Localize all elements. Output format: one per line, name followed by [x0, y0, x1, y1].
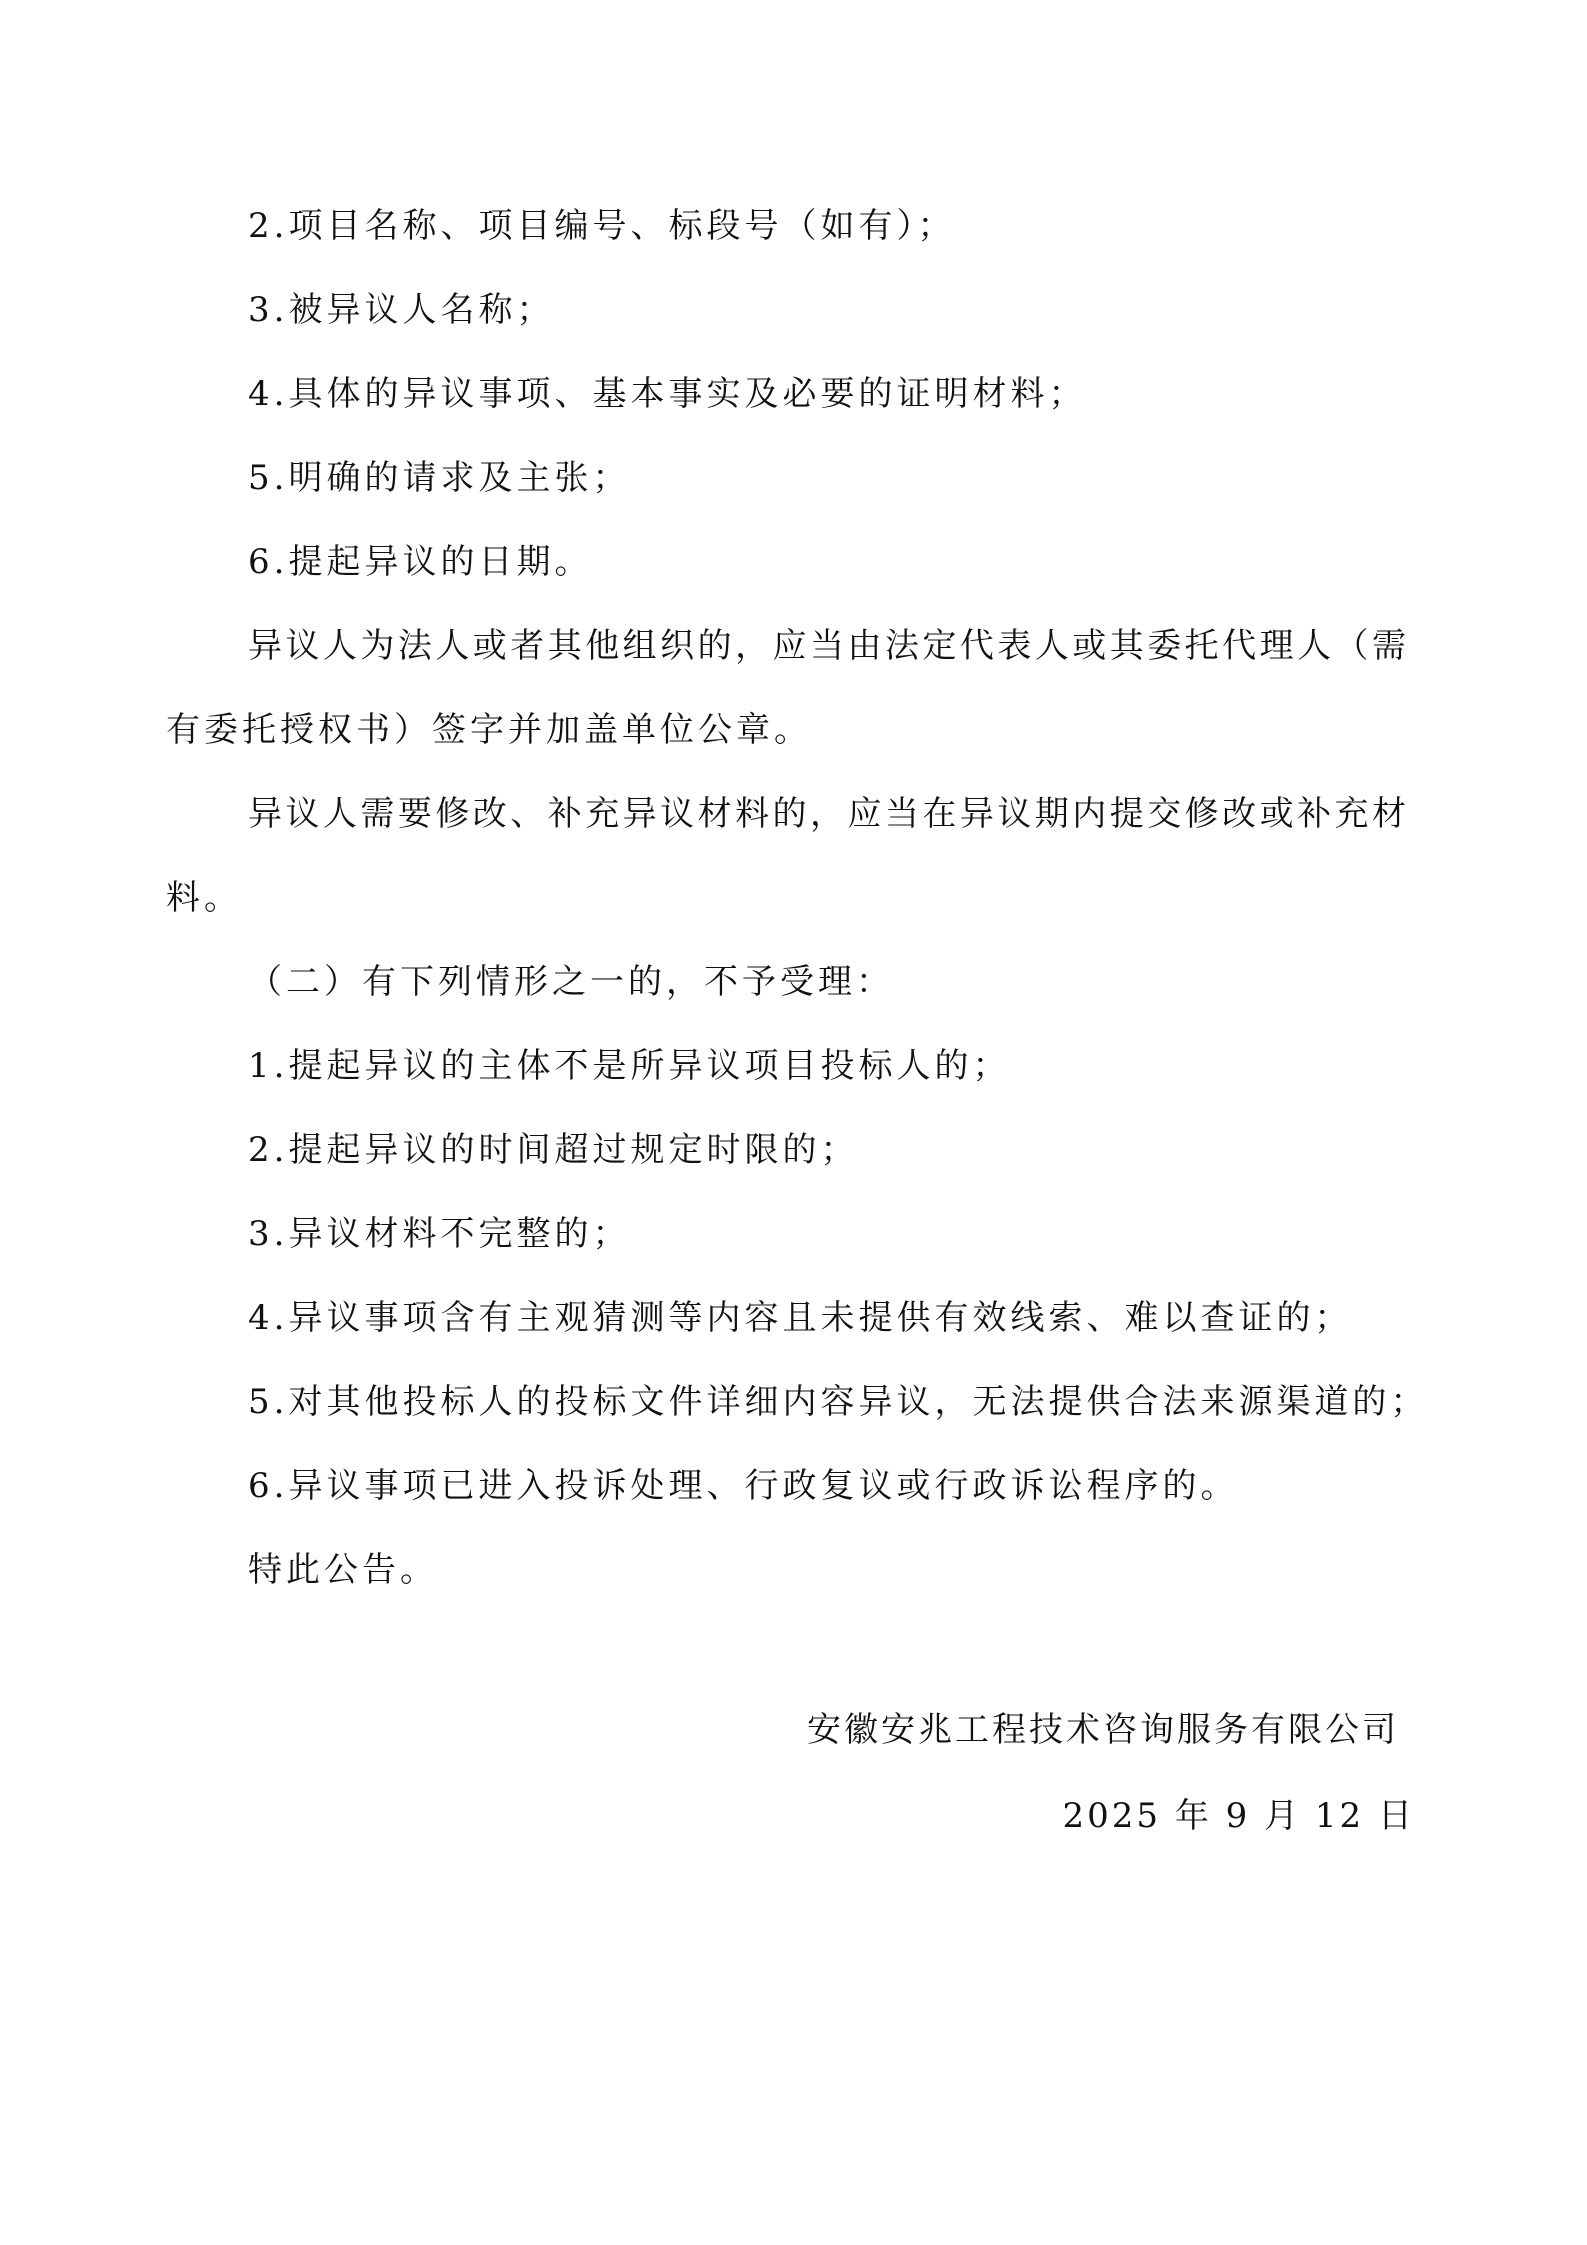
closing-text: 特此公告。 [248, 1550, 438, 1590]
rejection-item-1: 1.提起异议的主体不是所异议项目投标人的； [248, 1046, 1011, 1086]
requirement-item-5: 5.明确的请求及主张； [248, 458, 631, 498]
rejection-item-2: 2.提起异议的时间超过规定时限的； [248, 1130, 859, 1170]
rejection-item-5: 5.对其他投标人的投标文件详细内容异议，无法提供合法来源渠道的； [248, 1382, 1429, 1422]
rejection-heading: （二）有下列情形之一的，不予受理： [248, 962, 894, 1002]
requirement-item-2: 2.项目名称、项目编号、标段号（如有）； [248, 206, 956, 246]
requirement-item-3: 3.被异议人名称； [248, 290, 555, 330]
requirement-item-6: 6.提起异议的日期。 [248, 542, 593, 582]
modification-paragraph-line-2: 料。 [166, 878, 242, 918]
modification-paragraph-line-1: 异议人需要修改、补充异议材料的，应当在异议期内提交修改或补充材 [248, 794, 1408, 834]
rejection-item-6: 6.异议事项已进入投诉处理、行政复议或行政诉讼程序的。 [248, 1466, 1239, 1506]
signature-paragraph-line-1: 异议人为法人或者其他组织的，应当由法定代表人或其委托代理人（需 [248, 626, 1408, 666]
rejection-item-4: 4.异议事项含有主观猜测等内容且未提供有效线索、难以查证的； [248, 1298, 1353, 1338]
document-date: 2025 年 9 月 12 日 [1062, 1796, 1415, 1836]
company-name: 安徽安兆工程技术咨询服务有限公司 [807, 1710, 1399, 1750]
signature-paragraph-line-2: 有委托授权书）签字并加盖单位公章。 [166, 710, 812, 750]
rejection-item-3: 3.异议材料不完整的； [248, 1214, 631, 1254]
requirement-item-4: 4.具体的异议事项、基本事实及必要的证明材料； [248, 374, 1087, 414]
